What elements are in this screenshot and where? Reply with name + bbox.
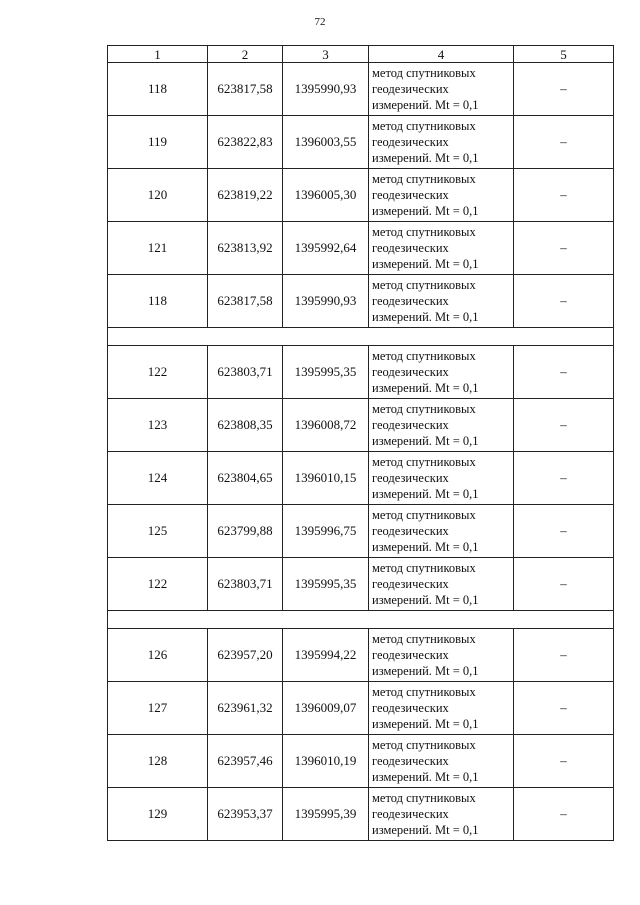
method-line: измерений. Mt = 0,1 — [372, 823, 479, 837]
method-line: измерений. Mt = 0,1 — [372, 98, 479, 112]
y-coordinate-cell: 1395990,93 — [283, 275, 369, 328]
method-line: метод спутниковых — [372, 508, 476, 522]
method-line: геодезических — [372, 365, 449, 379]
note-cell: – — [514, 275, 614, 328]
x-coordinate-cell: 623813,92 — [208, 222, 283, 275]
table-row — [108, 558, 614, 611]
note-cell: – — [514, 346, 614, 399]
group-separator-cell — [108, 328, 614, 346]
y-coordinate-cell: 1396010,15 — [283, 452, 369, 505]
y-coordinate-cell: 1395995,35 — [283, 558, 369, 611]
method-line: измерений. Mt = 0,1 — [372, 310, 479, 324]
method-line: метод спутниковых — [372, 738, 476, 752]
x-coordinate-cell: 623961,32 — [208, 682, 283, 735]
method-cell — [369, 399, 514, 452]
method-cell — [369, 788, 514, 841]
method-line: измерений. Mt = 0,1 — [372, 434, 479, 448]
table-row — [108, 399, 614, 452]
table-row — [108, 346, 614, 399]
note-cell: – — [514, 452, 614, 505]
method-line: метод спутниковых — [372, 119, 476, 133]
point-number-cell: 124 — [108, 452, 208, 505]
method-cell — [369, 63, 514, 116]
method-cell — [369, 505, 514, 558]
method-line: измерений. Mt = 0,1 — [372, 151, 479, 165]
x-coordinate-cell: 623817,58 — [208, 63, 283, 116]
method-line: метод спутниковых — [372, 455, 476, 469]
column-header-2: 2 — [208, 46, 283, 63]
method-line: геодезических — [372, 648, 449, 662]
note-cell: – — [514, 505, 614, 558]
point-number-cell: 120 — [108, 169, 208, 222]
y-coordinate-cell: 1395990,93 — [283, 63, 369, 116]
table-header-row — [108, 46, 614, 63]
x-coordinate-cell: 623822,83 — [208, 116, 283, 169]
y-coordinate-cell: 1396009,07 — [283, 682, 369, 735]
method-line: измерений. Mt = 0,1 — [372, 593, 479, 607]
method-line: геодезических — [372, 294, 449, 308]
x-coordinate-cell: 623799,88 — [208, 505, 283, 558]
table-body — [108, 63, 614, 841]
column-header-3: 3 — [283, 46, 369, 63]
column-header-5: 5 — [514, 46, 614, 63]
point-number-cell: 121 — [108, 222, 208, 275]
method-line: геодезических — [372, 577, 449, 591]
note-cell: – — [514, 788, 614, 841]
column-header-1: 1 — [108, 46, 208, 63]
point-number-cell: 122 — [108, 346, 208, 399]
table-row — [108, 735, 614, 788]
table-row — [108, 788, 614, 841]
group-separator-cell — [108, 611, 614, 629]
method-line: геодезических — [372, 701, 449, 715]
method-line: измерений. Mt = 0,1 — [372, 487, 479, 501]
note-cell: – — [514, 399, 614, 452]
note-cell: – — [514, 63, 614, 116]
table-row — [108, 222, 614, 275]
point-number-cell: 118 — [108, 275, 208, 328]
y-coordinate-cell: 1395992,64 — [283, 222, 369, 275]
page-number: 72 — [314, 16, 326, 28]
x-coordinate-cell: 623819,22 — [208, 169, 283, 222]
method-line: измерений. Mt = 0,1 — [372, 381, 479, 395]
note-cell: – — [514, 116, 614, 169]
point-number-cell: 119 — [108, 116, 208, 169]
method-line: измерений. Mt = 0,1 — [372, 257, 479, 271]
method-line: геодезических — [372, 82, 449, 96]
method-line: метод спутниковых — [372, 349, 476, 363]
note-cell: – — [514, 222, 614, 275]
method-cell — [369, 222, 514, 275]
table-row — [108, 629, 614, 682]
group-separator-row — [108, 611, 614, 629]
x-coordinate-cell: 623953,37 — [208, 788, 283, 841]
note-cell: – — [514, 629, 614, 682]
method-line: измерений. Mt = 0,1 — [372, 717, 479, 731]
method-line: измерений. Mt = 0,1 — [372, 664, 479, 678]
method-line: метод спутниковых — [372, 402, 476, 416]
x-coordinate-cell: 623803,71 — [208, 558, 283, 611]
method-line: измерений. Mt = 0,1 — [372, 770, 479, 784]
group-separator-row — [108, 328, 614, 346]
y-coordinate-cell: 1395995,35 — [283, 346, 369, 399]
method-line: геодезических — [372, 524, 449, 538]
method-cell — [369, 275, 514, 328]
table-row — [108, 63, 614, 116]
method-line: метод спутниковых — [372, 66, 476, 80]
column-header-4: 4 — [369, 46, 514, 63]
point-number-cell: 118 — [108, 63, 208, 116]
x-coordinate-cell: 623957,20 — [208, 629, 283, 682]
note-cell: – — [514, 735, 614, 788]
method-line: метод спутниковых — [372, 561, 476, 575]
note-cell: – — [514, 558, 614, 611]
method-cell — [369, 558, 514, 611]
y-coordinate-cell: 1396005,30 — [283, 169, 369, 222]
table-row — [108, 452, 614, 505]
coordinates-table — [107, 45, 614, 841]
method-line: геодезических — [372, 135, 449, 149]
table-row — [108, 505, 614, 558]
method-cell — [369, 116, 514, 169]
method-line: геодезических — [372, 188, 449, 202]
x-coordinate-cell: 623817,58 — [208, 275, 283, 328]
point-number-cell: 126 — [108, 629, 208, 682]
method-line: геодезических — [372, 471, 449, 485]
method-cell — [369, 346, 514, 399]
table-row — [108, 682, 614, 735]
point-number-cell: 123 — [108, 399, 208, 452]
note-cell: – — [514, 169, 614, 222]
method-line: геодезических — [372, 418, 449, 432]
point-number-cell: 129 — [108, 788, 208, 841]
method-line: метод спутниковых — [372, 172, 476, 186]
x-coordinate-cell: 623804,65 — [208, 452, 283, 505]
y-coordinate-cell: 1395996,75 — [283, 505, 369, 558]
method-cell — [369, 452, 514, 505]
method-line: метод спутниковых — [372, 685, 476, 699]
y-coordinate-cell: 1396003,55 — [283, 116, 369, 169]
y-coordinate-cell: 1396008,72 — [283, 399, 369, 452]
method-line: измерений. Mt = 0,1 — [372, 204, 479, 218]
method-cell — [369, 169, 514, 222]
y-coordinate-cell: 1396010,19 — [283, 735, 369, 788]
method-line: геодезических — [372, 241, 449, 255]
method-line: геодезических — [372, 807, 449, 821]
method-line: геодезических — [372, 754, 449, 768]
x-coordinate-cell: 623803,71 — [208, 346, 283, 399]
table-row — [108, 275, 614, 328]
method-line: метод спутниковых — [372, 791, 476, 805]
x-coordinate-cell: 623957,46 — [208, 735, 283, 788]
method-line: измерений. Mt = 0,1 — [372, 540, 479, 554]
x-coordinate-cell: 623808,35 — [208, 399, 283, 452]
table-row — [108, 169, 614, 222]
method-line: метод спутниковых — [372, 632, 476, 646]
method-cell — [369, 735, 514, 788]
table-row — [108, 116, 614, 169]
y-coordinate-cell: 1395994,22 — [283, 629, 369, 682]
point-number-cell: 127 — [108, 682, 208, 735]
method-line: метод спутниковых — [372, 225, 476, 239]
point-number-cell: 128 — [108, 735, 208, 788]
point-number-cell: 122 — [108, 558, 208, 611]
method-line: метод спутниковых — [372, 278, 476, 292]
point-number-cell: 125 — [108, 505, 208, 558]
y-coordinate-cell: 1395995,39 — [283, 788, 369, 841]
method-cell — [369, 629, 514, 682]
note-cell: – — [514, 682, 614, 735]
method-cell — [369, 682, 514, 735]
